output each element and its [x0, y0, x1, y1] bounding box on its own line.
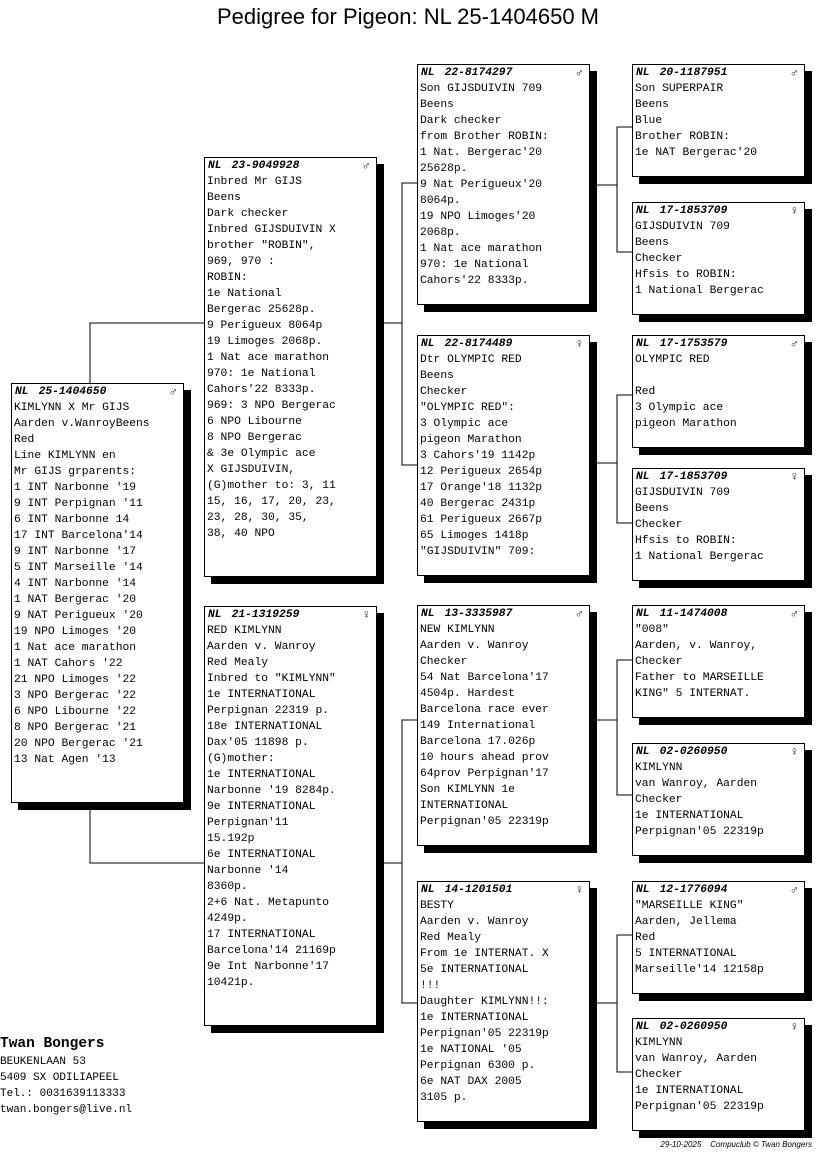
card-line: Dark checker	[420, 115, 502, 127]
card-header	[205, 607, 376, 623]
pigeon-card-p7	[632, 64, 805, 177]
card-line: Beens	[635, 99, 669, 111]
country-code: NL	[636, 471, 650, 483]
card-line: 3 Olympic ace	[420, 418, 509, 430]
pigeon-card-p6	[417, 881, 590, 1122]
card-line: 1e INTERNATIONAL	[635, 810, 744, 822]
pigeon-card-p1	[204, 157, 377, 577]
card-body	[205, 623, 376, 991]
connector-p4	[590, 395, 632, 523]
ring-number: 20-1187951	[659, 67, 728, 79]
card-line: 5 INT Marseille '14	[14, 562, 143, 574]
card-line: 149 International	[420, 720, 536, 732]
card-line: 1 National Bergerac	[635, 551, 764, 563]
card-line: Checker	[635, 519, 683, 531]
card-line: 4 INT Narbonne '14	[14, 578, 137, 590]
card-line: Checker	[420, 386, 468, 398]
card-line: Checker	[635, 1069, 683, 1081]
male-sign-icon: ♂	[790, 607, 798, 621]
card-line: 1 National Bergerac	[635, 285, 764, 297]
card-line: Mr GIJS grparents:	[14, 466, 137, 478]
card-line: Line KIMLYNN en	[14, 450, 116, 462]
card-line: Checker	[635, 253, 683, 265]
card-body	[633, 1035, 804, 1115]
card-line: "MARSEILLE KING"	[635, 900, 744, 912]
card-line: Perpignan'05 22319p	[635, 1101, 764, 1113]
pigeon-card-p8	[632, 202, 805, 315]
card-line: 65 Limoges 1418p	[420, 530, 529, 542]
female-sign-icon: ♀	[362, 608, 370, 622]
card-line: "OLYMPIC RED":	[420, 402, 515, 414]
card-line: 1e INTERNATIONAL	[207, 769, 316, 781]
card-header	[633, 336, 804, 352]
card-line: 1e INTERNATIONAL	[207, 689, 316, 701]
card-line: Aarden v. Wanroy	[420, 640, 529, 652]
card-line: 61 Perigueux 2667p	[420, 514, 543, 526]
card-line: 3 NPO Bergerac '22	[14, 690, 137, 702]
card-line: Checker	[635, 794, 683, 806]
card-header	[418, 65, 589, 81]
card-line: 13 Nat Agen '13	[14, 754, 116, 766]
card-line: 8360p.	[207, 881, 248, 893]
card-line: Red Mealy	[420, 932, 482, 944]
card-line: 25628p.	[420, 163, 468, 175]
ring-number: 23-9049928	[231, 160, 300, 172]
card-line: 17 Orange'18 1132p	[420, 482, 543, 494]
card-body	[418, 352, 589, 560]
card-line: 15, 16, 17, 20, 23,	[207, 496, 336, 508]
card-body	[633, 219, 804, 299]
card-line: 8 NPO Bergerac	[207, 432, 302, 444]
card-line: KING" 5 INTERNAT.	[635, 688, 751, 700]
country-code: NL	[208, 609, 222, 621]
card-line: Narbonne '19 8284p.	[207, 785, 336, 797]
card-line: Inbred GIJSDUIVIN X	[207, 224, 336, 236]
card-line: Beens	[207, 192, 241, 204]
pigeon-card-p0	[11, 383, 184, 803]
ring-number: 02-0260950	[659, 746, 728, 758]
card-header	[418, 606, 589, 622]
card-line: Inbred to "KIMLYNN"	[207, 673, 336, 685]
ring-number: 17-1753579	[659, 338, 728, 350]
card-body	[418, 81, 589, 289]
footer	[660, 1140, 812, 1149]
card-line: 1 Nat. Bergerac'20	[420, 147, 543, 159]
ring-number: 22-8174489	[444, 338, 513, 350]
card-body	[205, 174, 376, 542]
country-code: NL	[636, 338, 650, 350]
card-line: 969, 970 :	[207, 256, 275, 268]
card-line: 4504p. Hardest	[420, 688, 515, 700]
card-line: INTERNATIONAL	[420, 800, 509, 812]
card-line: 19 Limoges 2068p.	[207, 336, 323, 348]
card-line: brother "ROBIN",	[207, 240, 316, 252]
connector-p1	[377, 183, 417, 465]
card-line: Perpignan'11	[207, 817, 289, 829]
card-line: 23, 28, 30, 35,	[207, 512, 309, 524]
female-sign-icon: ♀	[790, 204, 798, 218]
card-line: 6 INT Narbonne 14	[14, 514, 130, 526]
card-line: 9 INT Perpignan '11	[14, 498, 143, 510]
card-line: 10 hours ahead prov	[420, 752, 549, 764]
pigeon-card-p9	[632, 335, 805, 448]
country-code: NL	[421, 608, 435, 620]
ring-number: 02-0260950	[659, 1021, 728, 1033]
card-line: Aarden, Jellema	[635, 916, 737, 928]
card-header	[633, 65, 804, 81]
card-line: KIMLYNN X Mr GIJS	[14, 402, 130, 414]
card-line: 1 NAT Bergerac '20	[14, 594, 137, 606]
ring-number: 14-1201501	[444, 884, 513, 896]
card-line: !!!	[420, 980, 441, 992]
card-line: From 1e INTERNAT. X	[420, 948, 549, 960]
card-line: from Brother ROBIN:	[420, 131, 549, 143]
card-line: "GIJSDUIVIN" 709:	[420, 546, 536, 558]
card-line: 20 NPO Bergerac '21	[14, 738, 143, 750]
card-line: 6e INTERNATIONAL	[207, 849, 316, 861]
pigeon-card-p13	[632, 881, 805, 994]
card-line: Aarden v.WanroyBeens	[14, 418, 150, 430]
male-sign-icon: ♂	[790, 883, 798, 897]
page-title: Pedigree for Pigeon: NL 25-1404650 M	[217, 4, 599, 29]
card-line: 9 NAT Perigueux '20	[14, 610, 143, 622]
card-header	[633, 606, 804, 622]
footer-credit: Compuclub © Twan Bongers	[710, 1140, 812, 1149]
card-line: Beens	[635, 237, 669, 249]
owner-address: BEUKENLAAN 53	[0, 1056, 86, 1068]
pigeon-card-p14	[632, 1018, 805, 1131]
card-body	[633, 760, 804, 840]
card-line: 1 Nat ace marathon	[14, 642, 137, 654]
card-line: 3105 p.	[420, 1092, 468, 1104]
card-line: 3 Olympic ace	[635, 402, 724, 414]
ring-number: 17-1853709	[659, 205, 728, 217]
card-header	[633, 469, 804, 485]
card-line: 19 NPO Limoges'20	[420, 211, 536, 223]
card-line: Cahors'22 8333p.	[207, 384, 316, 396]
card-line: 1e NAT Bergerac'20	[635, 147, 758, 159]
female-sign-icon: ♀	[790, 470, 798, 484]
card-line: 8064p.	[420, 195, 461, 207]
pigeon-card-p10	[632, 468, 805, 581]
card-line: Beens	[635, 503, 669, 515]
connector-p3	[590, 127, 632, 252]
card-line: 6e NAT DAX 2005	[420, 1076, 522, 1088]
owner-phone: Tel.: 0031639113333	[0, 1088, 126, 1100]
card-line: 2+6 Nat. Metapunto	[207, 897, 330, 909]
card-header	[633, 1019, 804, 1035]
card-line: BESTY	[420, 900, 454, 912]
card-body	[633, 352, 804, 432]
card-line: NEW KIMLYNN	[420, 624, 495, 636]
card-line: 9e INTERNATIONAL	[207, 801, 316, 813]
card-line: Red Mealy	[207, 657, 269, 669]
card-line: ROBIN:	[207, 272, 248, 284]
card-header	[633, 882, 804, 898]
card-line	[635, 368, 802, 384]
card-body	[418, 622, 589, 830]
card-line: Dtr OLYMPIC RED	[420, 354, 522, 366]
card-line: Checker	[635, 656, 683, 668]
card-line: GIJSDUIVIN 709	[635, 221, 730, 233]
male-sign-icon: ♂	[790, 337, 798, 351]
male-sign-icon: ♂	[575, 66, 583, 80]
card-line: Perpignan 22319 p.	[207, 705, 330, 717]
card-line: 8 NPO Bergerac '21	[14, 722, 137, 734]
card-line: Brother ROBIN:	[635, 131, 730, 143]
country-code: NL	[15, 386, 29, 398]
card-line: Bergerac 25628p.	[207, 304, 316, 316]
card-line: Son SUPERPAIR	[635, 83, 724, 95]
card-line: 1 NAT Cahors '22	[14, 658, 123, 670]
ring-number: 22-8174297	[444, 67, 513, 79]
card-line: Marseille'14 12158p	[635, 964, 764, 976]
card-line: 1 INT Narbonne '19	[14, 482, 137, 494]
female-sign-icon: ♀	[790, 745, 798, 759]
card-line: Perpignan'05 22319p	[635, 826, 764, 838]
card-line: Perpignan'05 22319p	[420, 816, 549, 828]
card-line: GIJSDUIVIN 709	[635, 487, 730, 499]
owner-info	[0, 1034, 132, 1118]
card-body	[633, 898, 804, 978]
card-line: 3 Cahors'19 1142p	[420, 450, 536, 462]
owner-email: twan.bongers@live.nl	[0, 1104, 133, 1116]
card-line: 15.192p	[207, 833, 255, 845]
card-line: Aarden v. Wanroy	[420, 916, 529, 928]
card-header	[205, 158, 376, 174]
country-code: NL	[421, 67, 435, 79]
card-body	[633, 485, 804, 565]
ring-number: 17-1853709	[659, 471, 728, 483]
country-code: NL	[636, 608, 650, 620]
card-line: Father to MARSEILLE	[635, 672, 764, 684]
card-line: Perpignan 6300 p.	[420, 1060, 536, 1072]
card-line: 1e NATIONAL '05	[420, 1044, 522, 1056]
card-line: Hfsis to ROBIN:	[635, 269, 737, 281]
card-line: Cahors'22 8333p.	[420, 275, 529, 287]
card-line: Aarden v. Wanroy	[207, 641, 316, 653]
card-line: van Wanroy, Aarden	[635, 1053, 758, 1065]
card-line: Barcelona race ever	[420, 704, 549, 716]
card-line: 4249p.	[207, 913, 248, 925]
card-line: 64prov Perpignan'17	[420, 768, 549, 780]
card-line: KIMLYNN	[635, 762, 683, 774]
card-line: (G)mother:	[207, 753, 275, 765]
owner-name: Twan Bongers	[0, 1036, 105, 1052]
card-line: Dark checker	[207, 208, 289, 220]
female-sign-icon: ♀	[575, 883, 583, 897]
card-line: 18e INTERNATIONAL	[207, 721, 323, 733]
card-header	[633, 203, 804, 219]
ring-number: 25-1404650	[38, 386, 107, 398]
card-line: 21 NPO Limoges '22	[14, 674, 137, 686]
card-header	[418, 882, 589, 898]
ring-number: 11-1474008	[659, 608, 728, 620]
card-line: 12 Perigueux 2654p	[420, 466, 543, 478]
card-line: Dax'05 11898 p.	[207, 737, 309, 749]
country-code: NL	[636, 205, 650, 217]
card-line: 1 Nat ace marathon	[420, 243, 543, 255]
pigeon-card-p12	[632, 743, 805, 856]
country-code: NL	[636, 1021, 650, 1033]
country-code: NL	[636, 67, 650, 79]
card-line: 19 NPO Limoges '20	[14, 626, 137, 638]
card-line: pigeon Marathon	[420, 434, 522, 446]
card-line: 970: 1e National	[420, 259, 529, 271]
country-code: NL	[208, 160, 222, 172]
card-line: Son GIJSDUIVIN 709	[420, 83, 543, 95]
card-line: 9 INT Narbonne '17	[14, 546, 137, 558]
card-line: 17 INT Barcelona'14	[14, 530, 143, 542]
card-body	[633, 622, 804, 702]
card-line: Aarden, v. Wanroy,	[635, 640, 758, 652]
male-sign-icon: ♂	[575, 607, 583, 621]
card-line: pigeon Marathon	[635, 418, 737, 430]
connector-p6	[590, 935, 632, 1072]
card-line: 17 INTERNATIONAL	[207, 929, 316, 941]
card-line: 6 NPO Libourne	[207, 416, 302, 428]
card-header	[12, 384, 183, 400]
card-line: 40 Bergerac 2431p	[420, 498, 536, 510]
card-line: 38, 40 NPO	[207, 528, 275, 540]
female-sign-icon: ♀	[790, 1020, 798, 1034]
card-line: (G)mother to: 3, 11	[207, 480, 336, 492]
pigeon-card-p5	[417, 605, 590, 846]
card-line: Beens	[420, 370, 454, 382]
ring-number: 12-1776094	[659, 884, 728, 896]
owner-city: 5409 SX ODILIAPEEL	[0, 1072, 119, 1084]
male-sign-icon: ♂	[169, 385, 177, 399]
footer-date: 29-10-2025	[660, 1140, 702, 1149]
card-line: Hfsis to ROBIN:	[635, 535, 737, 547]
card-line: 969: 3 NPO Bergerac	[207, 400, 336, 412]
card-body	[12, 400, 183, 768]
card-line: Beens	[420, 99, 454, 111]
country-code: NL	[421, 338, 435, 350]
card-line: Inbred Mr GIJS	[207, 176, 302, 188]
card-line: Daughter KIMLYNN!!:	[420, 996, 549, 1008]
card-line: Barcelona'14 21169p	[207, 945, 336, 957]
card-line: Red	[635, 932, 656, 944]
card-line: 1 Nat ace marathon	[207, 352, 330, 364]
card-line: Checker	[420, 656, 468, 668]
country-code: NL	[636, 746, 650, 758]
card-line: KIMLYNN	[635, 1037, 683, 1049]
card-line: 2068p.	[420, 227, 461, 239]
connector-p5	[590, 660, 632, 795]
card-line: 1e National	[207, 288, 282, 300]
card-line: & 3e Olympic ace	[207, 448, 316, 460]
card-line: "008"	[635, 624, 669, 636]
card-line: OLYMPIC RED	[635, 354, 710, 366]
card-header	[633, 744, 804, 760]
card-line: 54 Nat Barcelona'17	[420, 672, 549, 684]
ring-number: 13-3335987	[444, 608, 513, 620]
card-line: Perpignan'05 22319p	[420, 1028, 549, 1040]
female-sign-icon: ♀	[575, 337, 583, 351]
card-line: 10421p.	[207, 977, 255, 989]
pigeon-card-p4	[417, 335, 590, 576]
male-sign-icon: ♂	[362, 159, 370, 173]
pigeon-card-p3	[417, 64, 590, 305]
card-line: 5 INTERNATIONAL	[635, 948, 737, 960]
card-line: Narbonne '14	[207, 865, 289, 877]
card-line: RED KIMLYNN	[207, 625, 282, 637]
card-body	[418, 898, 589, 1106]
card-line: Barcelona 17.026p	[420, 736, 536, 748]
card-body	[633, 81, 804, 161]
card-line: 9e Int Narbonne'17	[207, 961, 330, 973]
card-line: 970: 1e National	[207, 368, 316, 380]
card-header	[418, 336, 589, 352]
pigeon-card-p11	[632, 605, 805, 718]
card-line: Blue	[635, 115, 663, 127]
card-line: 9 Perigueux 8064p	[207, 320, 323, 332]
connector-p2	[377, 720, 417, 1003]
card-line: 5e INTERNATIONAL	[420, 964, 529, 976]
card-line: 6 NPO Libourne '22	[14, 706, 137, 718]
card-line: van Wanroy, Aarden	[635, 778, 758, 790]
card-line: 1e INTERNATIONAL	[635, 1085, 744, 1097]
card-line: X GIJSDUIVIN,	[207, 464, 296, 476]
card-line: Red	[635, 386, 656, 398]
card-line: Son KIMLYNN 1e	[420, 784, 515, 796]
card-line: 1e INTERNATIONAL	[420, 1012, 529, 1024]
country-code: NL	[636, 884, 650, 896]
male-sign-icon: ♂	[790, 66, 798, 80]
ring-number: 21-1319259	[231, 609, 300, 621]
card-line: Red	[14, 434, 35, 446]
pigeon-card-p2	[204, 606, 377, 1026]
country-code: NL	[421, 884, 435, 896]
card-line: 9 Nat Perigueux'20	[420, 179, 543, 191]
